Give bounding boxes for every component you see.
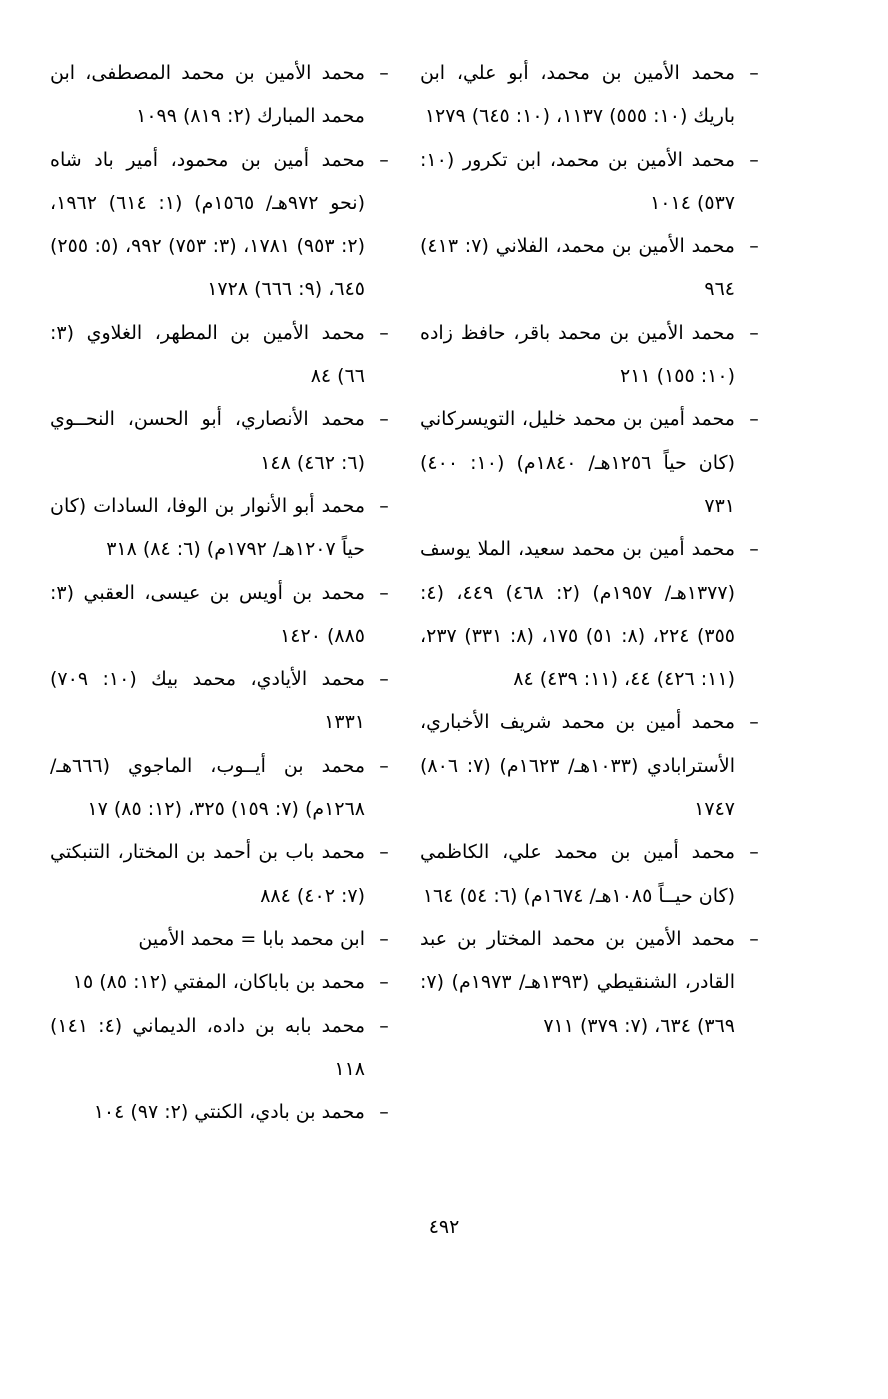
entry-text: محمد الأمين بن محمد المختار بن عبد القادر، الشنقيطي (١٣٩٣هـ/ ١٩٧٣م) (٧: ٣٦٩) ٦٣٤، (٧: ٣٧٩) ٧١١ (420, 927, 735, 1037)
entry-text: محمد الأيادي، محمد بيك (١٠: ٧٠٩) ١٣٣١ (50, 668, 366, 734)
index-entry (420, 398, 765, 528)
index-entry (50, 139, 395, 312)
entry-dash: – (749, 235, 759, 258)
index-entry (50, 745, 395, 832)
index-entry (420, 528, 765, 701)
entry-dash: – (379, 927, 389, 950)
entry-dash: – (749, 711, 759, 734)
index-entry (50, 918, 395, 961)
entry-dash: – (379, 668, 389, 691)
index-entry (50, 1091, 395, 1134)
entry-text: محمد الأمين بن محمد، أبو علي، ابن باريك (١٠: ٥٥٥) ١١٣٧، (١٠: ٦٤٥) ١٢٧٩ (420, 62, 735, 128)
index-entry (50, 572, 395, 659)
index-entry (420, 225, 765, 312)
entry-dash: – (749, 62, 759, 84)
entry-text: محمد الأمين بن محمد المصطفى، ابن محمد المبارك (٢: ٨١٩) ١٠٩٩ (50, 62, 365, 128)
entry-dash: – (379, 1014, 389, 1037)
entry-text: محمد الأنصاري، أبو الحسن، النحــوي (٦: ٤٦٢) ١٤٨ (50, 408, 365, 474)
entry-dash: – (379, 754, 389, 777)
entry-text: محمد الأمين بن المطهر، الغلاوي (٣: ٦٦) ٨٤ (50, 321, 365, 388)
index-entry (420, 139, 765, 226)
right-column (420, 52, 765, 1048)
entry-dash: – (379, 148, 389, 171)
entry-text: محمد أمين بن محمد علي، الكاظمي (كان حيــاً ١٠٨٥هـ/ ١٦٧٤م) (٦: ٥٤) ١٦٤ (420, 841, 735, 907)
index-entry (50, 961, 395, 1004)
entry-dash: – (379, 971, 389, 994)
entry-text: محمد الأمين بن محمد باقر، حافظ زاده (١٠: ١٥٥) ٢١١ (420, 321, 735, 388)
entry-dash: – (379, 321, 389, 344)
index-entry (420, 312, 765, 399)
entry-dash: – (379, 841, 389, 864)
entry-text: محمد بن بادي، الكنتي (٢: ٩٧) ١٠٤ (93, 1101, 365, 1124)
index-entry (50, 52, 395, 139)
entry-dash: – (749, 321, 759, 344)
entry-text: محمد أمين بن محمد خليل، التويسركاني (كان حياً ١٢٥٦هـ/ ١٨٤٠م) (١٠: ٤٠٠) ٧٣١ (420, 408, 735, 517)
entry-dash: – (379, 62, 389, 84)
entry-dash: – (749, 927, 759, 950)
index-entry (420, 701, 765, 831)
entry-text: محمد بابه بن داده، الديماني (٤: ١٤١) ١١٨ (50, 1014, 366, 1080)
index-entry (50, 831, 395, 918)
entry-text: محمد أمين بن محمد شريف الأخباري، الأسترابادي (١٠٣٣هـ/ ١٦٢٣م) (٧: ٨٠٦) ١٧٤٧ (420, 711, 735, 821)
entry-text: محمد الأمين بن محمد، الفلاني (٧: ٤١٣) ٩٦٤ (420, 235, 735, 301)
index-entry (420, 831, 765, 918)
index-entry (50, 485, 395, 572)
entry-dash: – (749, 408, 759, 431)
entry-dash: – (379, 1101, 389, 1124)
entry-dash: – (379, 494, 389, 517)
index-entry (50, 398, 395, 485)
page-number: ٤٩٢ (428, 1216, 460, 1238)
entry-text: محمد بن باباكان، المفتي (١٢: ٨٥) ١٥ (72, 971, 365, 994)
entry-text: محمد أمين بن محمود، أمير باد شاه (نحو ٩٧٢هـ/ ١٥٦٥م) (١: ٦١٤) ١٩٦٢، (٢: ٩٥٣) ١٧٨١، (٣: ٧٥٣) ٩٩٢، (٥: ٢٥٥) ٦٤٥، (٩: ٦٦٦) ١٧٢٨ (50, 148, 366, 301)
entry-dash: – (749, 148, 759, 171)
entry-dash: – (379, 581, 389, 604)
left-column (50, 52, 395, 1134)
entry-dash: – (379, 408, 389, 431)
index-entry (420, 918, 765, 1048)
entry-text: محمد بن أيــوب، الماجوي (٦٦٦هـ/ ١٢٦٨م) (٧: ١٥٩) ٣٢٥، (١٢: ٨٥) ١٧ (50, 754, 365, 821)
entry-text: ابن محمد بابا = محمد الأمين (138, 927, 365, 950)
index-entry (50, 658, 395, 745)
entry-text: محمد الأمين بن محمد، ابن تكرور (١٠: ٥٣٧) ١٠١٤ (420, 148, 735, 214)
entry-text: محمد أمين بن محمد سعيد، الملا يوسف (١٣٧٧هـ/ ١٩٥٧م) (٢: ٤٦٨) ٤٤٩، (٤: ٣٥٥) ٢٢٤، (٨: ٥١) ١٧٥، (٨: ٣٣١) ٢٣٧، (١١: ٤٢٦) ٤٤، (١١: ٤٣٩) ٨٤ (420, 538, 736, 691)
entry-dash: – (749, 841, 759, 864)
entry-text: محمد بن أويس بن عيسى، العقبي (٣: ٨٨٥) ١٤٢٠ (50, 581, 365, 647)
index-entry (50, 312, 395, 399)
entry-text: محمد باب بن أحمد بن المختار، التنبكتي (٧: ٤٠٢) ٨٨٤ (50, 841, 365, 907)
index-entry (420, 52, 765, 139)
entry-dash: – (749, 538, 759, 561)
index-entry (50, 1005, 395, 1092)
entry-text: محمد أبو الأنوار بن الوفا، السادات (كان حياً ١٢٠٧هـ/ ١٧٩٢م) (٦: ٨٤) ٣١٨ (50, 494, 365, 561)
